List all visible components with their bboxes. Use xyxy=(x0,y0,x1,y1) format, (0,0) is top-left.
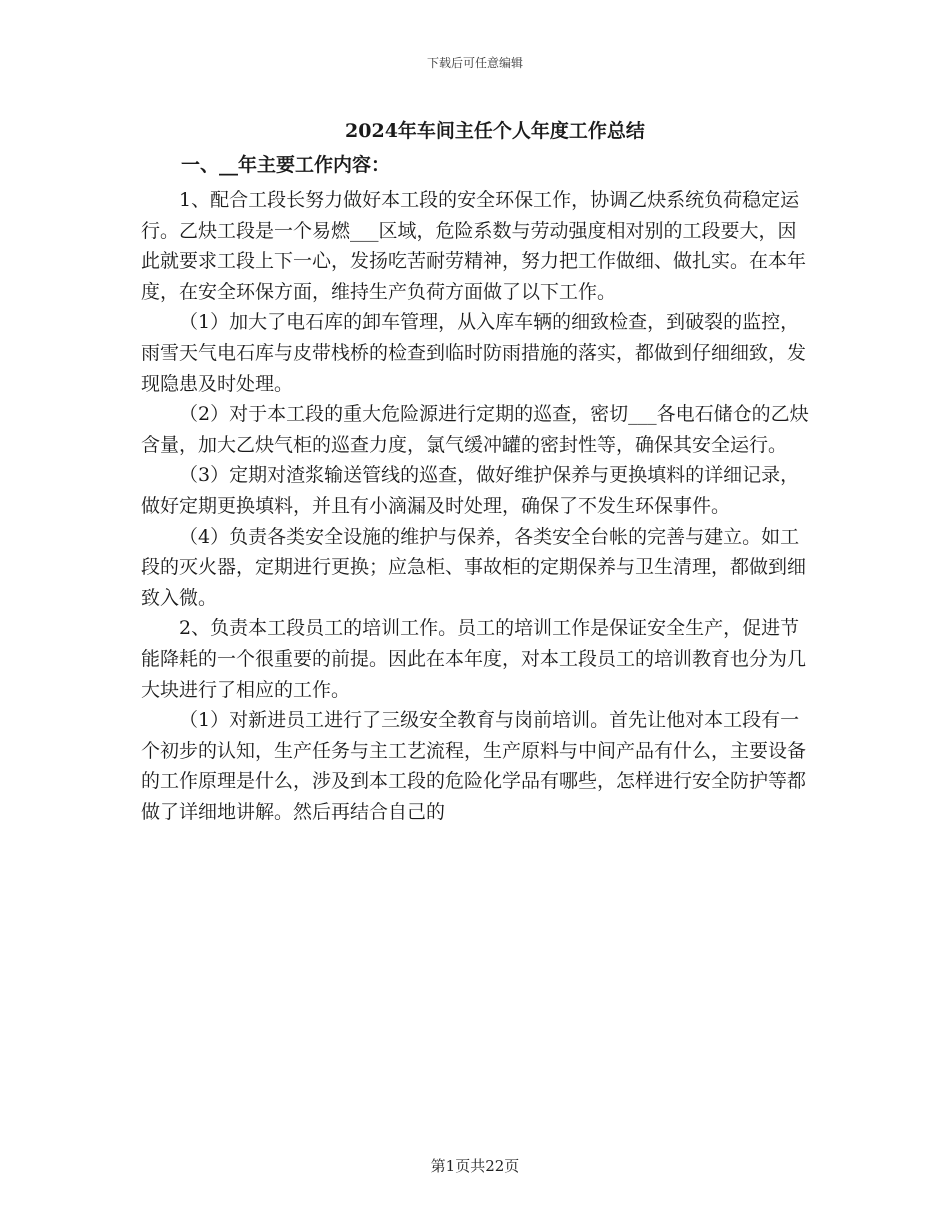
page-number: 第1页共22页 xyxy=(430,1157,520,1175)
section-heading: 一、__年主要工作内容： xyxy=(181,154,391,176)
document-title: 2024年车间主任个人年度工作总结 xyxy=(345,120,645,142)
document-body xyxy=(141,185,811,827)
paragraph: 2、负责本工段员工的培训工作。员工的培训工作是保证安全生产，促进节能降耗的一个很重要的前提。因此在本年度，对本工段员工的培训教育也分为几大块进行了相应的工作。 xyxy=(141,617,807,701)
paragraph: （4）负责各类安全设施的维护与保养，各类安全台帐的完善与建立。如工段的灭火器，定期进行更换；应急柜、事故柜的定期保养与卫生清理，都做到细致入微。 xyxy=(141,525,807,609)
page-header-note: 下载后可任意编辑 xyxy=(426,56,523,70)
paragraph: （1）对新进员工进行了三级安全教育与岗前培训。首先让他对本工段有一个初步的认知，生产任务与主工艺流程，生产原料与中间产品有什么，主要设备的工作原理是什么，涉及到本工段的危险化学品有哪些，怎样进行安全防护等都做了详细地讲解。然后再结合自己的 xyxy=(141,709,807,823)
paragraph: 1、配合工段长努力做好本工段的安全环保工作，协调乙炔系统负荷稳定运行。乙炔工段是一个易燃___区域，危险系数与劳动强度相对别的工段要大，因此就要求工段上下一心，发扬吃苦耐劳精神，努力把工作做细、做扎实。在本年度，在安全环保方面，维持生产负荷方面做了以下工作。 xyxy=(141,189,807,303)
paragraph: （3）定期对渣浆输送管线的巡查，做好维护保养与更换填料的详细记录，做好定期更换填料，并且有小滴漏及时处理，确保了不发生环保事件。 xyxy=(141,464,800,517)
paragraph: （1）加大了电石库的卸车管理，从入库车辆的细致检查，到破裂的监控，雨雪天气电石库与皮带栈桥的检查到临时防雨措施的落实，都做到仔细细致，发现隐患及时处理。 xyxy=(141,311,807,395)
paragraph: （2）对于本工段的重大危险源进行定期的巡查，密切___各电石储仓的乙炔含量，加大乙炔气柜的巡查力度，氯气缓冲罐的密封性等，确保其安全运行。 xyxy=(141,403,809,456)
